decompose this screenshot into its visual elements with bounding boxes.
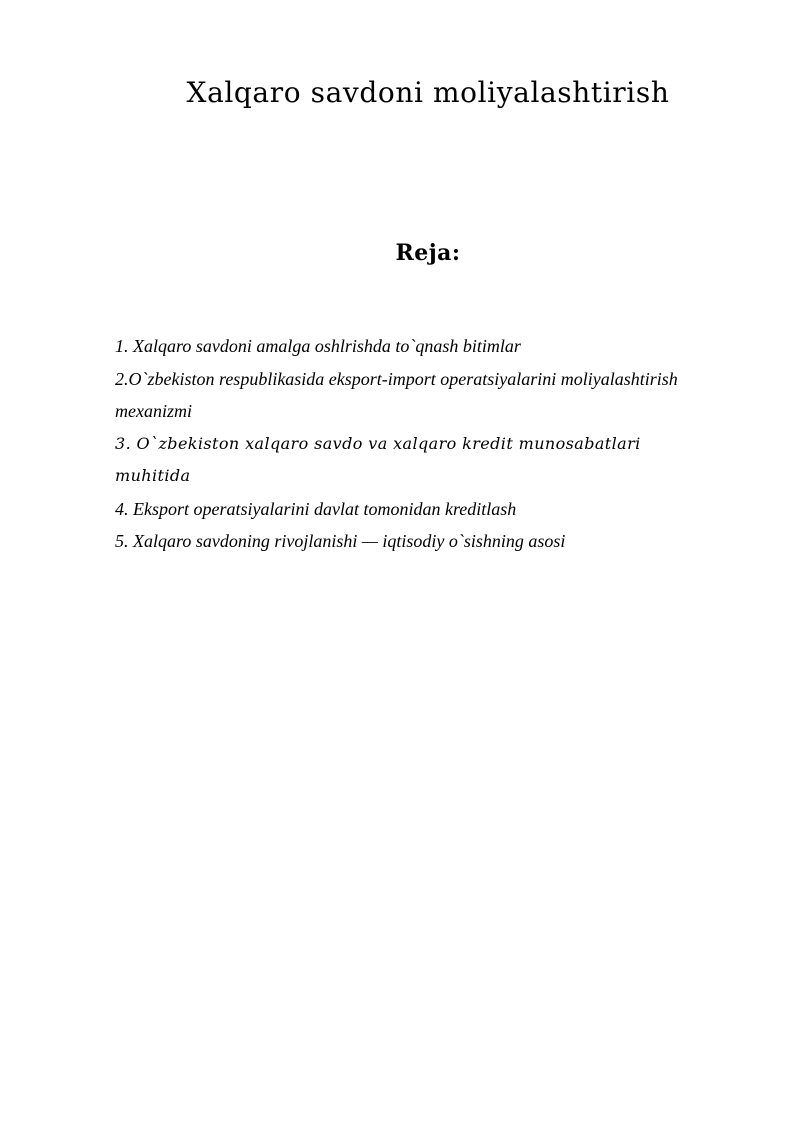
plan-list bbox=[115, 330, 715, 558]
plan-item-3: 3. O`zbekiston xalqaro savdo va xalqaro kredit munosabatlari muhitida bbox=[115, 433, 641, 485]
plan-item-4: 4. Eksport operatsiyalarini davlat tomonidan kreditlash bbox=[115, 498, 517, 519]
plan-heading: Reja: bbox=[395, 240, 461, 266]
plan-item-2: 2.O`zbekiston respublikasida eksport-import operatsiyalarini moliyalashtirish mexanizmi bbox=[115, 368, 678, 421]
document-title: Xalqaro savdoni moliyalashtirish bbox=[186, 76, 670, 109]
plan-item-1: 1. Xalqaro savdoni amalga oshlrishda to`qnash bitimlar bbox=[115, 336, 521, 356]
plan-item-5: 5. Xalqaro savdoning rivojlanishi — iqtisodiy o`sishning asosi bbox=[115, 531, 566, 551]
